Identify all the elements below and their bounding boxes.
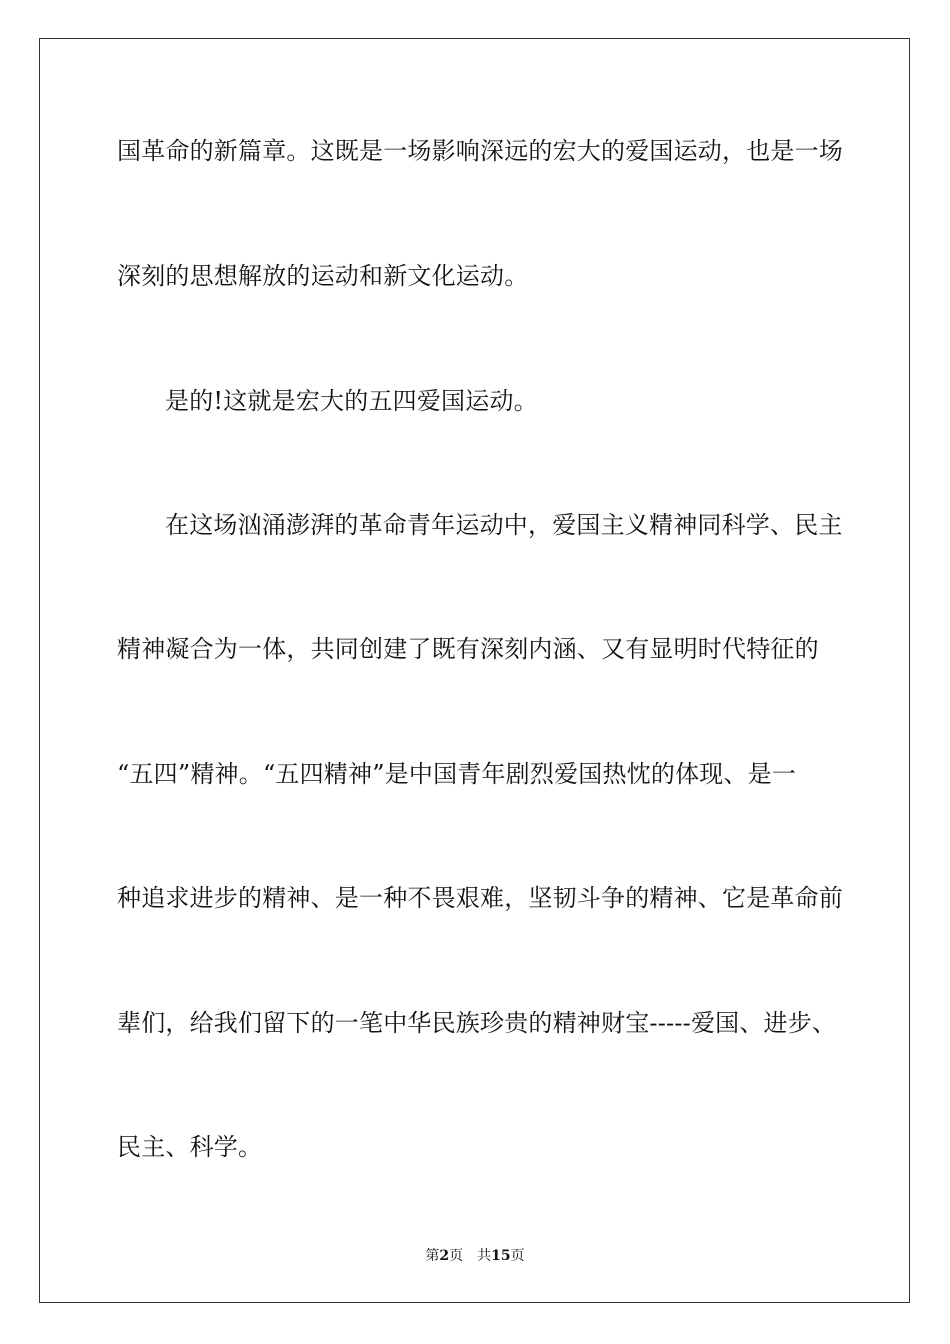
text-line: “五四”精神。“五四精神”是中国青年剧烈爱国热忱的体现、是一: [117, 760, 797, 788]
text-line: 深刻的思想解放的运动和新文化运动。: [117, 262, 529, 290]
page-suffix: 页: [449, 1248, 464, 1264]
paragraph-line: 是的!这就是宏大的五四爱国运动。: [165, 387, 538, 415]
page-border: [39, 38, 910, 1303]
total-suffix: 页: [510, 1248, 525, 1264]
total-prefix: 共: [477, 1248, 492, 1264]
text-line: 国革命的新篇章。这既是一场影响深远的宏大的爱国运动，也是一场: [117, 137, 843, 165]
page-footer: [0, 1247, 950, 1265]
total-pages: 15: [491, 1248, 511, 1264]
text-line: 辈们，给我们留下的一笔中华民族珍贵的精神财宝-----爱国、进步、: [117, 1009, 837, 1037]
text-line: 种追求进步的精神、是一种不畏艰难，坚韧斗争的精神、它是革命前: [117, 884, 843, 912]
page-number: 2: [439, 1248, 450, 1264]
paragraph-line: 在这场汹涌澎湃的革命青年运动中，爱国主义精神同科学、民主: [165, 511, 843, 539]
text-line: 精神凝合为一体，共同创建了既有深刻内涵、又有显明时代特征的: [117, 635, 819, 663]
page-prefix: 第: [425, 1248, 440, 1264]
text-line: 民主、科学。: [117, 1133, 263, 1161]
